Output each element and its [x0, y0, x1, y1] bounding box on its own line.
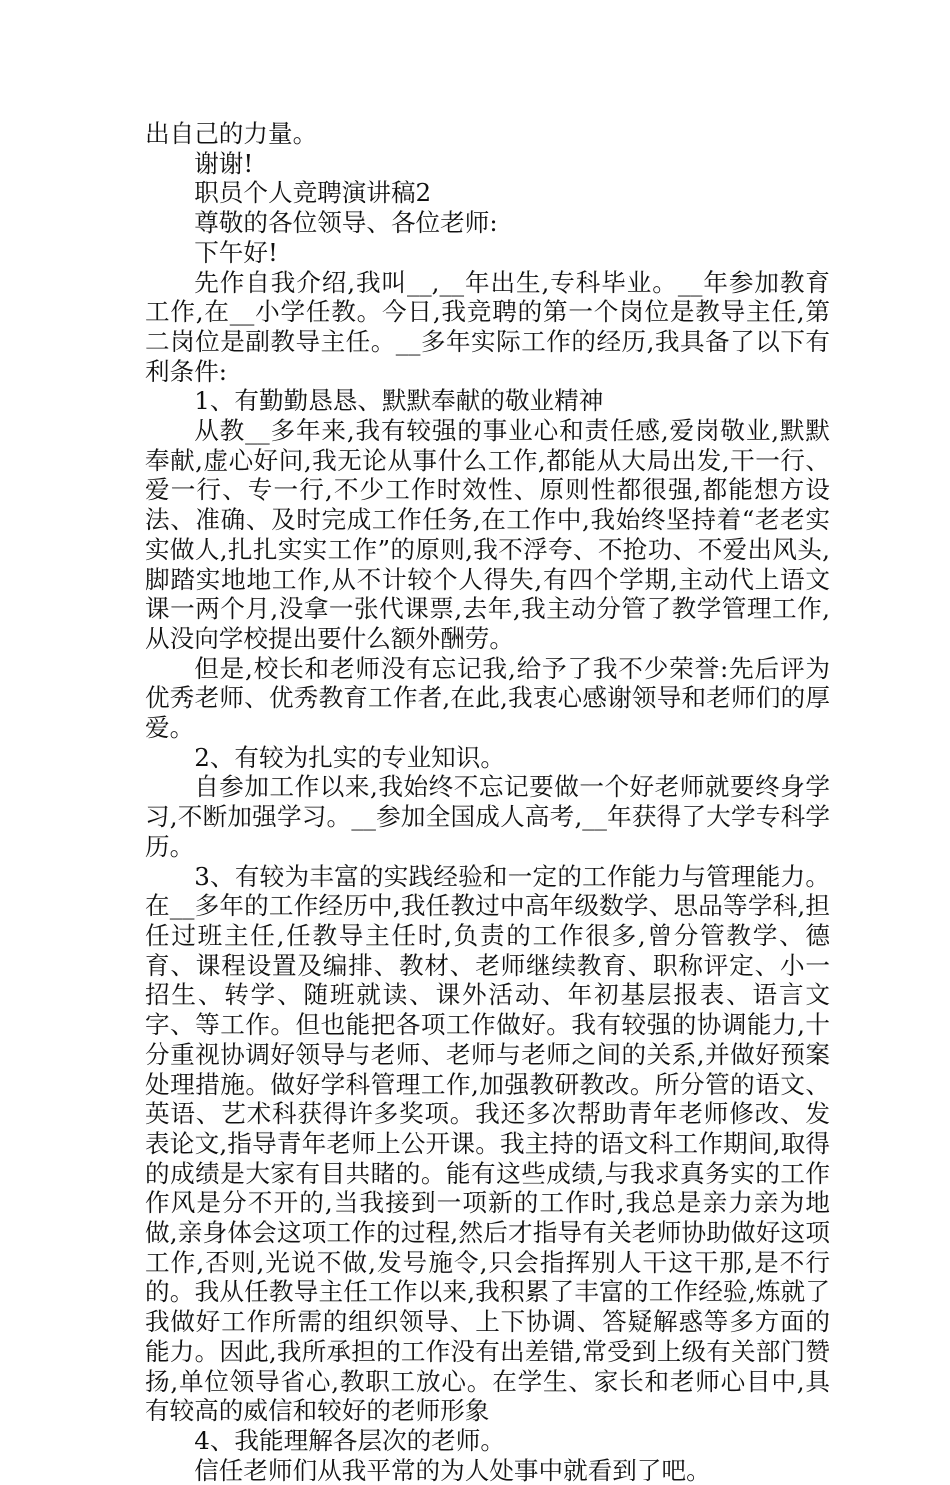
paragraph-honors: 但是,校长和老师没有忘记我,给予了我不少荣誉:先后评为优秀老师、优秀教育工作者,在此,我衷心感谢领导和老师们的厚爱。: [145, 653, 830, 743]
paragraph-point-4-body: 信任老师们从我平常的为人处事中就看到了吧。: [194, 1455, 711, 1485]
greeting: 下午好!: [194, 237, 278, 267]
paragraph-thanks: 谢谢!: [194, 148, 254, 178]
paragraph-continuation: 出自己的力量。: [145, 119, 318, 148]
paragraph-introduction: 先作自我介绍,我叫__,__年出生,专科毕业。__年参加教育工作,在__小学任教。今日,我竞聘的第一个岗位是教导主任,第二岗位是副教导主任。__多年实际工作的经历,我具备了以下有利条件:: [145, 267, 830, 386]
document-page: [145, 119, 830, 1485]
heading-point-4: 4、我能理解各层次的老师。: [194, 1425, 505, 1455]
paragraph-point-1-body: 从教__多年来,我有较强的事业心和责任感,爱岗敬业,默默奉献,虚心好问,我无论从事什么工作,都能从大局出发,干一行、爱一行、专一行,不少工作时效性、原则性都很强,都能想方设法、准确、及时完成工作任务,在工作中,我始终坚持着“老老实实做人,扎扎实实工作”的原则,我不浮夸、不抢功、不爱出风头,脚踏实地地工作,从不计较个人得失,有四个学期,主动代上语文课一两个月,没拿一张代课票,去年,我主动分管了教学管理工作,从没向学校提出要什么额外酬劳。: [145, 416, 830, 653]
paragraph-point-3: 3、有较为丰富的实践经验和一定的工作能力与管理能力。在__多年的工作经历中,我任教过中高年级数学、思品等学科,担任过班主任,任教导主任时,负责的工作很多,曾分管教学、德育、课程设置及编排、教材、老师继续教育、职称评定、小一招生、转学、随班就读、课外活动、年初基层报表、语言文字、等工作。但也能把各项工作做好。我有较强的协调能力,十分重视协调好领导与老师、老师与老师之间的关系,并做好预案处理措施。做好学科管理工作,加强教研教改。所分管的语文、英语、艺术科获得许多奖项。我还多次帮助青年老师修改、发表论文,指导青年老师上公开课。我主持的语文科工作期间,取得的成绩是大家有目共睹的。能有这些成绩,与我求真务实的工作作风是分不开的,当我接到一项新的工作时,我总是亲力亲为地做,亲身体会这项工作的过程,然后才指导有关老师协助做好这项工作,否则,光说不做,发号施令,只会指挥别人干这干那,是不行的。我从任教导主任工作以来,我积累了丰富的工作经验,炼就了我做好工作所需的组织领导、上下协调、答疑解惑等多方面的能力。因此,我所承担的工作没有出差错,常受到上级有关部门赞扬,单位领导省心,教职工放心。在学生、家长和老师心目中,具有较高的威信和较好的老师形象: [145, 861, 830, 1426]
salutation: 尊敬的各位领导、各位老师:: [194, 208, 498, 238]
heading-point-2: 2、有较为扎实的专业知识。: [194, 742, 505, 772]
heading-point-1: 1、有勤勤恳恳、默默奉献的敬业精神: [194, 386, 604, 416]
paragraph-point-2-body: 自参加工作以来,我始终不忘记要做一个好老师就要终身学习,不断加强学习。__参加全国成人高考,__年获得了大学专科学历。: [145, 772, 830, 861]
section-title: 职员个人竞聘演讲稿2: [194, 178, 432, 208]
